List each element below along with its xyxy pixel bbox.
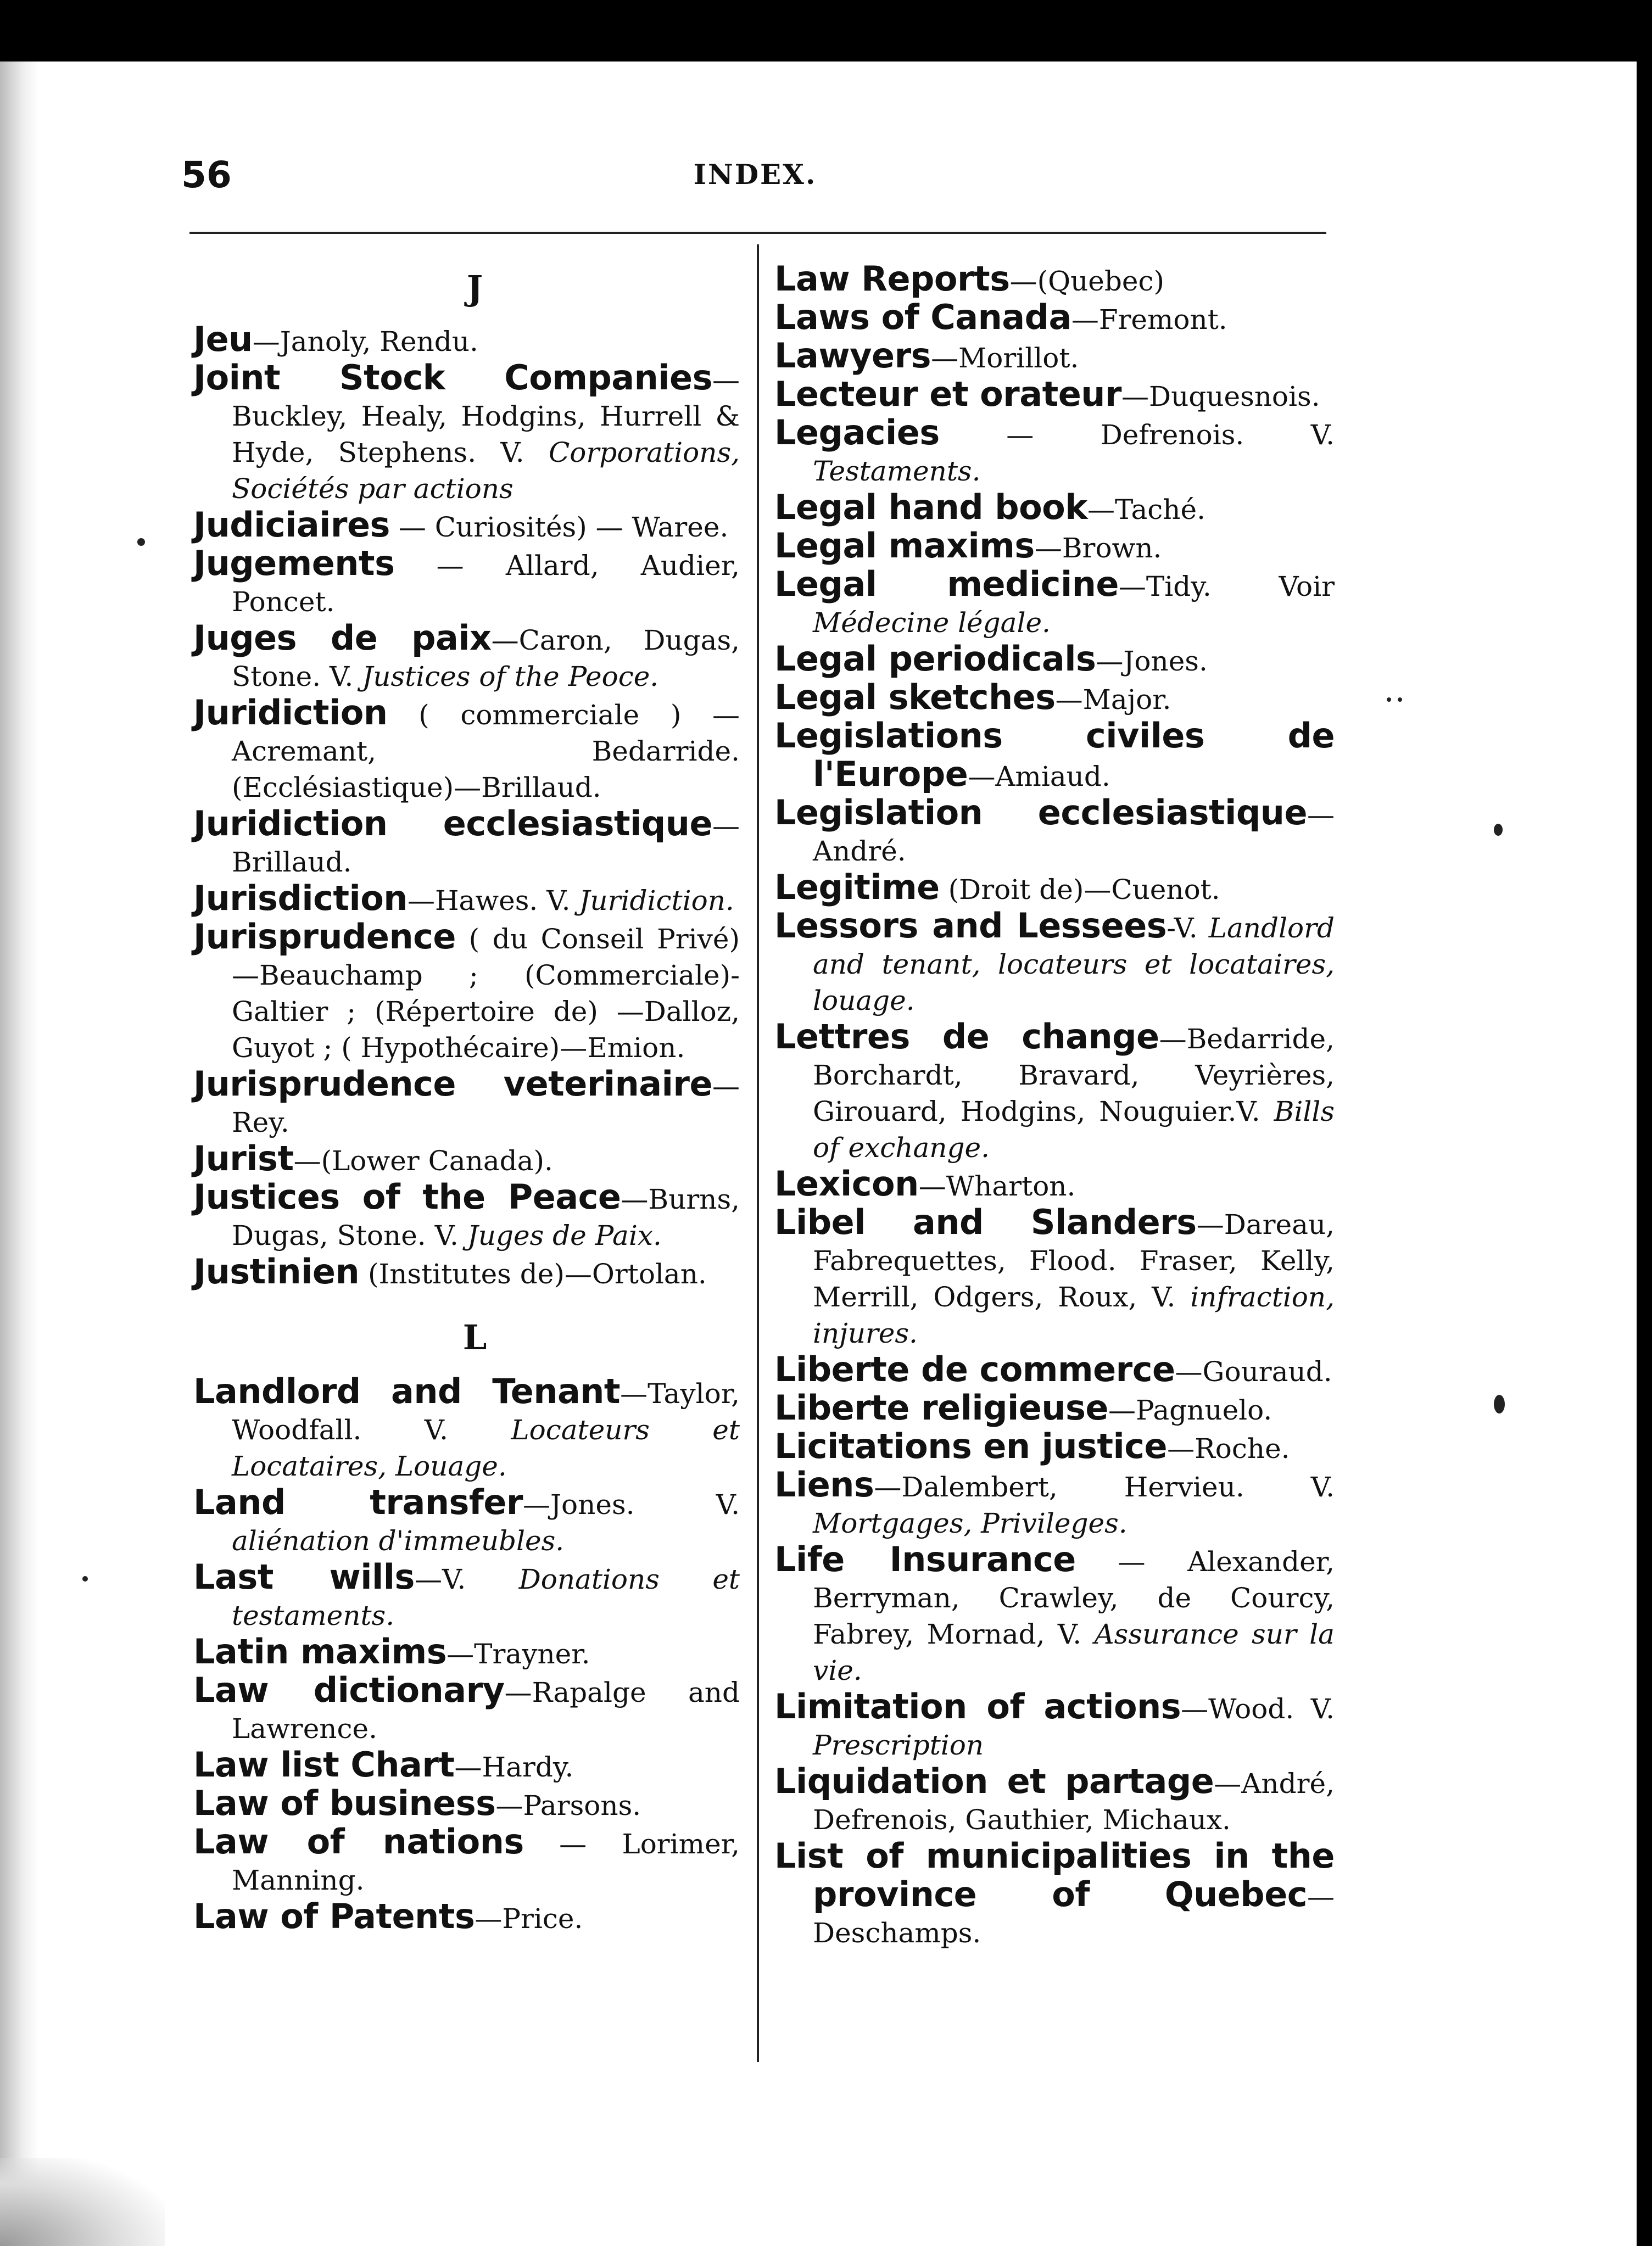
see-also-marker: V. xyxy=(1174,912,1209,944)
index-entry xyxy=(193,1138,740,1179)
index-entry xyxy=(193,1559,740,1634)
entry-references: Taylor, Woodfall. xyxy=(232,1378,740,1446)
index-term: Justices of the Peace xyxy=(193,1177,621,1217)
index-entry xyxy=(774,261,1335,299)
entry-separator: — xyxy=(454,1751,482,1783)
index-entry xyxy=(774,792,1335,869)
entry-references: (Droit de)—Cuenot. xyxy=(948,874,1220,906)
entry-separator: — xyxy=(1071,304,1099,336)
entry-separator: — xyxy=(1118,571,1146,602)
entry-separator: — xyxy=(1034,532,1062,564)
index-term: Legal medicine xyxy=(774,564,1119,604)
index-term: Legislations civiles de l'Europe xyxy=(774,716,1335,794)
index-entry xyxy=(193,1634,740,1672)
entry-separator: — xyxy=(1121,381,1149,412)
index-term: Limitation of actions xyxy=(774,1686,1181,1727)
entry-references: (Quebec) xyxy=(1037,265,1164,297)
entry-separator: — xyxy=(1196,1209,1224,1241)
entry-separator: — xyxy=(1096,645,1124,677)
entry-separator: — xyxy=(523,1489,550,1521)
see-also-marker: V. xyxy=(361,1414,511,1446)
index-entry xyxy=(193,1785,740,1824)
running-title: INDEX. xyxy=(693,158,817,191)
index-term: Legal hand book xyxy=(774,487,1087,527)
page-number: 56 xyxy=(181,154,232,196)
running-head xyxy=(181,154,1329,203)
index-entry xyxy=(193,880,740,919)
see-also-marker: V. xyxy=(1236,1096,1274,1127)
index-term: Jeu xyxy=(193,319,253,359)
index-term: Joint Stock Companies xyxy=(193,357,712,398)
cross-reference: Landlord and tenant, locateurs et locataires, louage. xyxy=(813,912,1335,1016)
index-term: Juges de paix xyxy=(193,618,492,658)
cross-reference: Justices of the Peoce. xyxy=(362,661,659,692)
entry-separator: - xyxy=(1167,912,1174,944)
entry-separator: — xyxy=(1307,1881,1335,1913)
see-also-marker: V. xyxy=(1294,1693,1335,1725)
entry-references: Morillot. xyxy=(958,342,1079,374)
entry-references: Burns, Dugas, Stone. xyxy=(232,1183,740,1251)
index-term: Land transfer xyxy=(193,1482,523,1522)
index-entry xyxy=(774,1351,1335,1390)
index-term: Landlord and Tenant xyxy=(193,1371,621,1411)
entry-references: Janoly, Rendu. xyxy=(280,326,478,357)
entry-references: Wood. xyxy=(1208,1693,1294,1725)
index-entry xyxy=(774,718,1335,795)
page-gutter-shadow xyxy=(0,62,38,2246)
cross-reference: infraction, injures. xyxy=(813,1281,1335,1349)
cross-reference: Assurance sur la vie. xyxy=(813,1618,1335,1686)
entry-separator: — xyxy=(1214,1768,1242,1800)
index-entry xyxy=(774,1763,1335,1838)
index-term: Life Insurance xyxy=(774,1539,1076,1579)
cross-reference: Médecine légale. xyxy=(813,607,1051,639)
index-term: Juridiction ecclesiastique xyxy=(193,803,712,843)
index-term: Jurisdiction xyxy=(193,878,408,918)
entry-references: Curiosités) — Waree. xyxy=(434,511,729,543)
index-term: Liberte religieuse xyxy=(774,1388,1108,1428)
index-entry xyxy=(193,919,740,1066)
index-term: Lawyers xyxy=(774,336,931,376)
index-entry xyxy=(774,299,1335,338)
scan-border-top xyxy=(0,0,1652,62)
section-letter: J xyxy=(466,268,483,308)
index-term: Jugements xyxy=(193,543,395,583)
index-entry xyxy=(774,1467,1335,1541)
index-entry xyxy=(774,1016,1335,1166)
index-term: Law Reports xyxy=(774,259,1010,299)
entry-separator: — xyxy=(293,1145,321,1177)
entry-references: Rey. xyxy=(232,1107,289,1138)
index-entry xyxy=(774,338,1335,376)
index-term: Last wills xyxy=(193,1557,415,1597)
see-also-marker: V. xyxy=(1045,1618,1095,1650)
index-entry xyxy=(193,1251,740,1292)
entry-references: (Institutes de)—Ortolan. xyxy=(368,1258,707,1290)
index-term: Jurisprudence xyxy=(193,917,456,957)
entry-references: (Lower Canada). xyxy=(321,1145,553,1177)
entry-separator: — xyxy=(1181,1693,1209,1725)
index-entry xyxy=(774,1204,1335,1351)
index-entry xyxy=(774,528,1335,566)
section-letter: L xyxy=(462,1317,487,1357)
index-entry xyxy=(774,376,1335,415)
entry-separator: — xyxy=(1075,1546,1188,1578)
index-entry xyxy=(193,1898,740,1937)
cross-reference: aliénation d'immeubles. xyxy=(232,1525,565,1557)
index-term: Legal maxims xyxy=(774,526,1035,566)
index-term: Law of Patents xyxy=(193,1896,475,1936)
print-speck xyxy=(1494,1395,1505,1413)
entry-references: Major. xyxy=(1082,684,1171,716)
index-term: Law of nations xyxy=(193,1822,524,1862)
see-also-marker: V. xyxy=(634,1489,740,1521)
print-speck xyxy=(1387,697,1391,702)
entry-references: Dalembert, Hervieu. xyxy=(901,1471,1244,1503)
index-term: Libel and Slanders xyxy=(774,1202,1197,1242)
entry-references: Fremont. xyxy=(1098,304,1227,336)
index-entry xyxy=(774,869,1335,908)
see-also-marker: V. xyxy=(1244,1471,1335,1503)
entry-references: Taché. xyxy=(1115,494,1205,526)
index-term: Lettres de change xyxy=(774,1016,1159,1057)
index-term: Latin maxims xyxy=(193,1632,447,1672)
index-entry xyxy=(193,803,740,880)
cross-reference: Juridiction. xyxy=(579,885,734,917)
index-entry xyxy=(774,908,1335,1019)
index-entry xyxy=(193,1179,740,1254)
index-term: Law list Chart xyxy=(193,1745,455,1785)
cross-reference: Juges de Paix. xyxy=(467,1220,662,1251)
entry-separator: — xyxy=(918,1170,946,1202)
index-column-left xyxy=(193,261,740,1937)
cross-reference: Bills of exchange. xyxy=(813,1096,1335,1164)
index-entry xyxy=(193,1672,740,1747)
print-speck xyxy=(82,1576,88,1582)
entry-separator: — xyxy=(475,1903,503,1935)
entry-references: Tidy. xyxy=(1146,571,1212,602)
entry-references: Wharton. xyxy=(946,1170,1076,1202)
see-also-marker: V. xyxy=(1137,1281,1191,1313)
index-entry xyxy=(774,1428,1335,1467)
entry-references: Pagnuelo. xyxy=(1135,1394,1273,1426)
index-entry xyxy=(193,1747,740,1785)
index-entry xyxy=(774,641,1335,679)
entry-references: André. xyxy=(813,835,906,867)
entry-separator: — xyxy=(931,342,959,374)
entry-references: Buckley, Healy, Hodgins, Hurrell & Hyde, Stephens. xyxy=(232,400,740,468)
entry-references: Brillaud. xyxy=(232,846,352,878)
entry-separator: — xyxy=(1087,494,1115,526)
entry-references: ( commerciale ) — Acremant, Bedarride. (Ecclésiastique)—Brillaud. xyxy=(232,699,740,803)
index-entry xyxy=(774,1166,1335,1204)
index-term: Lecteur et orateur xyxy=(774,374,1121,414)
entry-separator: — xyxy=(495,1790,523,1822)
print-speck xyxy=(1398,697,1402,702)
cross-reference: Corporations, Sociétés par actions xyxy=(232,437,740,505)
entry-separator: — xyxy=(968,761,996,792)
entry-references: Dareau, Fabrequettes, Flood. Fraser, Kelly, Merrill, Odgers, Roux, xyxy=(813,1209,1335,1313)
entry-separator: — xyxy=(447,1638,475,1670)
entry-separator xyxy=(456,923,469,955)
entry-separator: — xyxy=(1009,265,1037,297)
entry-references: Alexander, Berryman, Crawley, de Courcy, Fabrey, Mornad, xyxy=(813,1546,1335,1650)
see-also-marker: V. xyxy=(321,661,362,692)
index-term: Lessors and Lessees xyxy=(774,906,1167,946)
index-term: Legislation ecclesiastique xyxy=(774,792,1307,833)
index-term: Law of business xyxy=(193,1783,496,1823)
index-entry xyxy=(193,321,740,360)
entry-separator: — xyxy=(491,624,519,656)
cross-reference: Mortgages, Privileges. xyxy=(813,1507,1128,1539)
entry-references: Allard, Audier, Poncet. xyxy=(232,550,740,618)
entry-separator: — xyxy=(504,1677,532,1708)
entry-separator xyxy=(359,1258,368,1290)
entry-separator: — xyxy=(939,419,1101,451)
index-entry xyxy=(193,1373,740,1484)
entry-separator: — xyxy=(712,1070,740,1102)
index-entry xyxy=(774,412,1335,489)
entry-separator: — xyxy=(712,364,740,396)
entry-separator: — xyxy=(1108,1394,1136,1426)
see-also-marker: Voir xyxy=(1211,571,1335,602)
entry-separator xyxy=(388,699,419,731)
index-term: Juridiction xyxy=(193,692,388,733)
index-entry xyxy=(774,1390,1335,1428)
cross-reference: Prescription xyxy=(813,1729,984,1761)
cross-reference: Locateurs et Locataires, Louage. xyxy=(232,1414,740,1482)
index-term: Jurisprudence veterinaire xyxy=(193,1064,712,1104)
index-entry xyxy=(774,1686,1335,1763)
see-also-marker: V. xyxy=(442,1563,519,1595)
entry-separator xyxy=(940,874,948,906)
see-also-marker: V. xyxy=(538,885,579,917)
entry-references: Lorimer, Manning. xyxy=(232,1828,740,1896)
entry-references: Gouraud. xyxy=(1202,1356,1332,1388)
entry-references: Brown. xyxy=(1062,532,1162,564)
index-term: Liquidation et partage xyxy=(774,1761,1214,1801)
index-entry xyxy=(193,692,740,806)
index-term: Legitime xyxy=(774,867,940,907)
entry-references: Rapalge and Lawrence. xyxy=(232,1677,740,1745)
entry-separator: — xyxy=(1055,684,1083,716)
entry-references: Duquesnois. xyxy=(1148,381,1320,412)
entry-separator: — xyxy=(1159,1023,1187,1055)
index-term: Lexicon xyxy=(774,1164,919,1204)
entry-references: Jones. xyxy=(1123,645,1208,677)
page-corner-shadow xyxy=(0,2158,165,2246)
index-term: List of municipalities in the province of Quebec xyxy=(774,1836,1335,1914)
print-speck xyxy=(137,538,145,546)
index-entry xyxy=(774,1541,1335,1689)
index-column-right xyxy=(774,261,1335,1951)
see-also-marker: V. xyxy=(426,1220,467,1251)
entry-separator: — xyxy=(414,1563,442,1595)
entry-references: Price. xyxy=(502,1903,583,1935)
scan-border-right xyxy=(1637,0,1652,2246)
entry-separator: — xyxy=(394,550,506,582)
entry-references: Trayner. xyxy=(474,1638,590,1670)
entry-separator: — xyxy=(523,1828,622,1860)
entry-separator: — xyxy=(252,326,280,357)
entry-references: ( du Conseil Privé)—Beauchamp ; (Commerciale)-Galtier ; (Répertoire de) —Dalloz, Guyot ; ( Hypothécaire)—Emion. xyxy=(232,923,740,1064)
print-speck xyxy=(1494,824,1503,836)
index-term: Licitations en justice xyxy=(774,1426,1168,1466)
header-rule xyxy=(189,232,1326,234)
index-term: Liberte de commerce xyxy=(774,1349,1175,1389)
entry-separator: — xyxy=(712,810,740,842)
entry-references: André, Defrenois, Gauthier, Michaux. xyxy=(813,1768,1335,1836)
see-also-marker: V. xyxy=(1244,419,1335,451)
cross-reference: Donations et testaments. xyxy=(232,1563,740,1632)
index-entry xyxy=(193,620,740,695)
entry-separator: — xyxy=(620,1378,648,1410)
index-term: Laws of Canada xyxy=(774,297,1071,337)
index-entry xyxy=(193,507,740,545)
index-entry xyxy=(774,1838,1335,1951)
see-also-marker: V. xyxy=(476,437,549,468)
index-term: Jurist xyxy=(193,1138,294,1178)
index-term: Legacies xyxy=(774,412,940,452)
index-term: Liens xyxy=(774,1465,874,1505)
index-entry xyxy=(193,1824,740,1898)
entry-references: Hawes. xyxy=(434,885,538,917)
entry-references: Defrenois. xyxy=(1100,419,1244,451)
index-entry xyxy=(193,545,740,620)
entry-separator: — xyxy=(1167,1433,1195,1465)
entry-separator: — xyxy=(389,511,435,543)
entry-separator: — xyxy=(1307,799,1335,831)
index-entry xyxy=(193,1484,740,1559)
column-divider xyxy=(757,244,759,2062)
entry-separator: — xyxy=(874,1471,902,1503)
index-entry xyxy=(193,357,740,507)
entry-references: Amiaud. xyxy=(995,761,1110,792)
entry-references: Deschamps. xyxy=(813,1917,981,1949)
index-term: Legal periodicals xyxy=(774,639,1096,679)
index-term: Justinien xyxy=(193,1251,360,1292)
index-term: Judiciaires xyxy=(193,505,390,545)
entry-separator: — xyxy=(407,885,435,917)
entry-separator: — xyxy=(1175,1356,1203,1388)
entry-references: Jones. xyxy=(550,1489,635,1521)
entry-references: Caron, Dugas, Stone. xyxy=(232,624,740,692)
index-entry xyxy=(774,489,1335,528)
cross-reference: Testaments. xyxy=(813,455,981,487)
index-term: Law dictionary xyxy=(193,1670,505,1710)
entry-references: Roche. xyxy=(1195,1433,1290,1465)
index-entry xyxy=(774,679,1335,718)
index-entry xyxy=(193,1066,740,1141)
entry-references: Bedarride, Borchardt, Bravard, Veyrières, Girouard, Hodgins, Nouguier. xyxy=(813,1023,1335,1127)
entry-references: Hardy. xyxy=(482,1751,574,1783)
entry-separator: — xyxy=(621,1183,649,1215)
index-entry xyxy=(774,566,1335,641)
entry-references: Parsons. xyxy=(523,1790,641,1822)
index-term: Legal sketches xyxy=(774,677,1056,717)
